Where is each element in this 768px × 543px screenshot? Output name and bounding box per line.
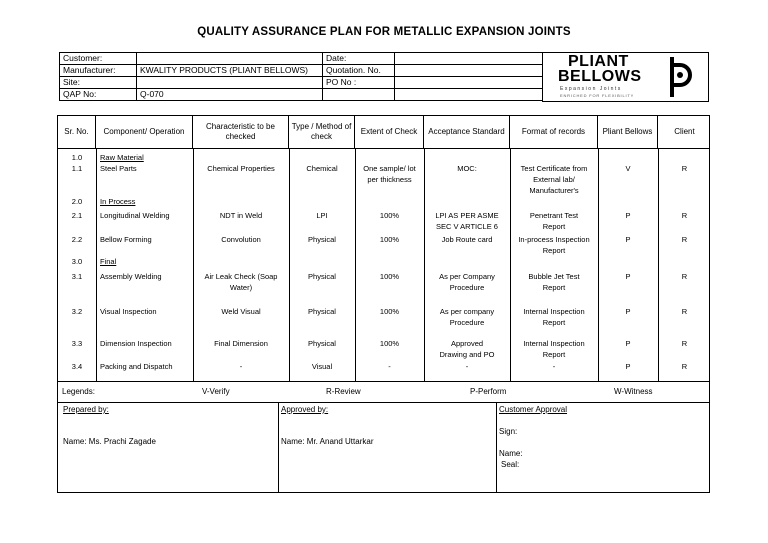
seal-label: Seal: <box>501 460 520 469</box>
col-acceptance-header: Acceptance Standard <box>424 116 510 148</box>
sr-no-cell: 2.2 <box>71 235 83 244</box>
col-characteristic-header: Characteristic to be checked <box>193 116 289 148</box>
prepared-by-label: Prepared by: <box>63 405 109 414</box>
component-cell: Bellow Forming <box>100 235 152 244</box>
col-sr-no-header: Sr. No. <box>58 116 96 148</box>
quotation-value <box>395 65 543 77</box>
sr-no-cell: 3.1 <box>71 272 83 281</box>
component-cell: Packing and Dispatch <box>100 362 173 371</box>
characteristic-cell-line2: Water) <box>229 283 253 292</box>
format-cell: In-process Inspection <box>518 235 590 244</box>
logo-line1: PLIANT <box>568 53 629 70</box>
manufacturer-value: KWALITY PRODUCTS (PLIANT BELLOWS) <box>137 65 323 77</box>
sr-no-cell: 2.0 <box>71 197 83 206</box>
acceptance-cell: - <box>465 362 469 371</box>
document-title: QUALITY ASSURANCE PLAN FOR METALLIC EXPANSION JOINTS <box>197 26 571 38</box>
extent-cell: - <box>388 362 391 371</box>
client-cell: R <box>681 339 688 348</box>
column-divider <box>96 148 97 381</box>
acceptance-cell: Drawing and PO <box>439 350 495 359</box>
pliant-cell: P <box>625 211 631 220</box>
component-cell: Visual Inspection <box>100 307 157 316</box>
customer-value <box>137 53 323 65</box>
format-cell: Report <box>542 318 566 327</box>
characteristic-cell: Weld Visual <box>221 307 261 316</box>
format-cell: Bubble Jet Test <box>528 272 580 281</box>
legends-label: Legends: <box>62 387 95 396</box>
characteristic-cell: Air Leak Check (Soap <box>204 272 278 281</box>
legends-row <box>57 382 710 403</box>
format-cell: Test Certificate from <box>520 164 588 173</box>
acceptance-cell: Approved <box>450 339 484 348</box>
site-value <box>137 77 323 89</box>
format-cell: Manufacturer's <box>529 186 579 195</box>
extent-cell: 100% <box>379 211 400 220</box>
empty-cell <box>395 89 543 101</box>
signature-block <box>57 403 710 493</box>
extent-cell: One sample/ lot <box>363 164 416 173</box>
col-format-header: Format of records <box>510 116 598 148</box>
client-cell: R <box>681 307 688 316</box>
sr-no-cell: 3.0 <box>71 257 83 266</box>
characteristic-cell: Final Dimension <box>214 339 268 348</box>
customer-label: Customer: <box>60 53 137 65</box>
sr-no-cell: 1.0 <box>71 153 83 162</box>
characteristic-cell: NDT in Weld <box>219 211 263 220</box>
name-label: Name: <box>499 449 523 458</box>
sr-no-cell: 2.1 <box>71 211 83 220</box>
method-cell: LPI <box>316 211 328 220</box>
header-divider <box>58 148 709 149</box>
company-logo <box>542 52 709 102</box>
method-cell: Physical <box>308 339 336 348</box>
format-cell: Report <box>542 222 566 231</box>
customer-approval-section <box>497 403 709 492</box>
pliant-cell: V <box>625 164 631 173</box>
manufacturer-label: Manufacturer: <box>60 65 137 77</box>
characteristic-cell: Convolution <box>221 235 261 244</box>
logo-mark-icon <box>660 55 700 99</box>
format-cell: Report <box>542 283 566 292</box>
pliant-cell: P <box>625 339 631 348</box>
format-cell: Internal Inspection <box>523 307 585 316</box>
col-method-header: Type / Method of check <box>289 116 355 148</box>
extent-cell: 100% <box>379 272 400 281</box>
approved-by-name: Name: Mr. Anand Uttarkar <box>281 437 374 446</box>
client-cell: R <box>681 235 688 244</box>
method-cell: Chemical <box>306 164 338 173</box>
prepared-by-name: Name: Ms. Prachi Zagade <box>63 437 156 446</box>
extent-cell: per thickness <box>367 175 412 184</box>
extent-cell: 100% <box>379 307 400 316</box>
characteristic-cell: Chemical Properties <box>207 164 275 173</box>
characteristic-cell: - <box>239 362 243 371</box>
approved-by-section <box>279 403 497 492</box>
legend-witness: W-Witness <box>614 387 653 396</box>
acceptance-cell: As per company <box>439 307 495 316</box>
component-cell: Steel Parts <box>100 164 137 173</box>
prepared-by-section <box>58 403 279 492</box>
client-cell: R <box>681 211 688 220</box>
extent-cell: 100% <box>379 339 400 348</box>
date-value <box>395 53 543 65</box>
section-heading: Raw Material <box>100 153 144 162</box>
component-cell: Assembly Welding <box>100 272 162 281</box>
client-cell: R <box>681 164 688 173</box>
acceptance-cell: Job Route card <box>441 235 493 244</box>
pliant-cell: P <box>625 362 631 371</box>
client-cell: R <box>681 272 688 281</box>
section-heading: Final <box>100 257 117 266</box>
pliant-cell: P <box>625 307 631 316</box>
format-cell: Report <box>542 350 566 359</box>
qap-table <box>57 115 710 382</box>
qap-value: Q-070 <box>137 89 323 101</box>
section-heading: In Process <box>100 197 136 206</box>
logo-line2: BELLOWS <box>558 68 642 85</box>
col-extent-header: Extent of Check <box>355 116 424 148</box>
format-cell: Penetrant Test <box>529 211 579 220</box>
format-cell: Report <box>542 246 566 255</box>
method-cell: Physical <box>308 235 336 244</box>
component-cell: Longitudinal Welding <box>100 211 170 220</box>
component-cell: Dimension Inspection <box>100 339 172 348</box>
col-client-header: Client <box>674 127 695 136</box>
customer-approval-label: Customer Approval <box>499 405 568 414</box>
site-label: Site: <box>60 77 137 89</box>
legend-verify: V-Verify <box>202 387 230 396</box>
sr-no-cell: 3.4 <box>71 362 83 371</box>
qap-label: QAP No: <box>60 89 137 101</box>
legend-perform: P-Perform <box>470 387 507 396</box>
po-label: PO No : <box>323 77 395 89</box>
method-cell: Physical <box>308 272 336 281</box>
col-component-header: Component/ Operation <box>96 116 193 148</box>
date-label: Date: <box>323 53 395 65</box>
sign-label: Sign: <box>499 427 518 436</box>
sr-no-cell: 1.1 <box>71 164 83 173</box>
method-cell: Visual <box>311 362 333 371</box>
logo-tagline: ENRICHED FOR FLEXIBILITY <box>560 93 635 98</box>
sr-no-cell: 3.2 <box>71 307 83 316</box>
approved-by-label: Approved by: <box>281 405 329 414</box>
acceptance-cell: Procedure <box>449 318 485 327</box>
logo-subtitle: Expansion Joints <box>560 86 622 92</box>
format-cell: - <box>552 362 556 371</box>
acceptance-cell: LPI AS PER ASME <box>435 211 499 220</box>
acceptance-cell: MOC: <box>457 164 477 173</box>
client-cell: R <box>681 362 688 371</box>
po-value <box>395 77 543 89</box>
sr-no-cell: 3.3 <box>71 339 83 348</box>
pliant-cell: P <box>625 272 631 281</box>
quotation-label: Quotation. No. <box>323 65 395 77</box>
legend-review: R-Review <box>326 387 361 396</box>
pliant-cell: P <box>625 235 631 244</box>
acceptance-cell: As per Company <box>439 272 495 281</box>
extent-cell: 100% <box>379 235 400 244</box>
format-cell: Internal Inspection <box>523 339 585 348</box>
empty-cell <box>323 89 395 101</box>
header-info-table <box>59 52 543 101</box>
acceptance-cell: Procedure <box>449 283 485 292</box>
format-cell: External lab/ <box>533 175 575 184</box>
method-cell: Physical <box>308 307 336 316</box>
acceptance-cell: SEC V ARTICLE 6 <box>436 222 498 231</box>
col-pliant-header: Pliant Bellows <box>598 116 658 148</box>
